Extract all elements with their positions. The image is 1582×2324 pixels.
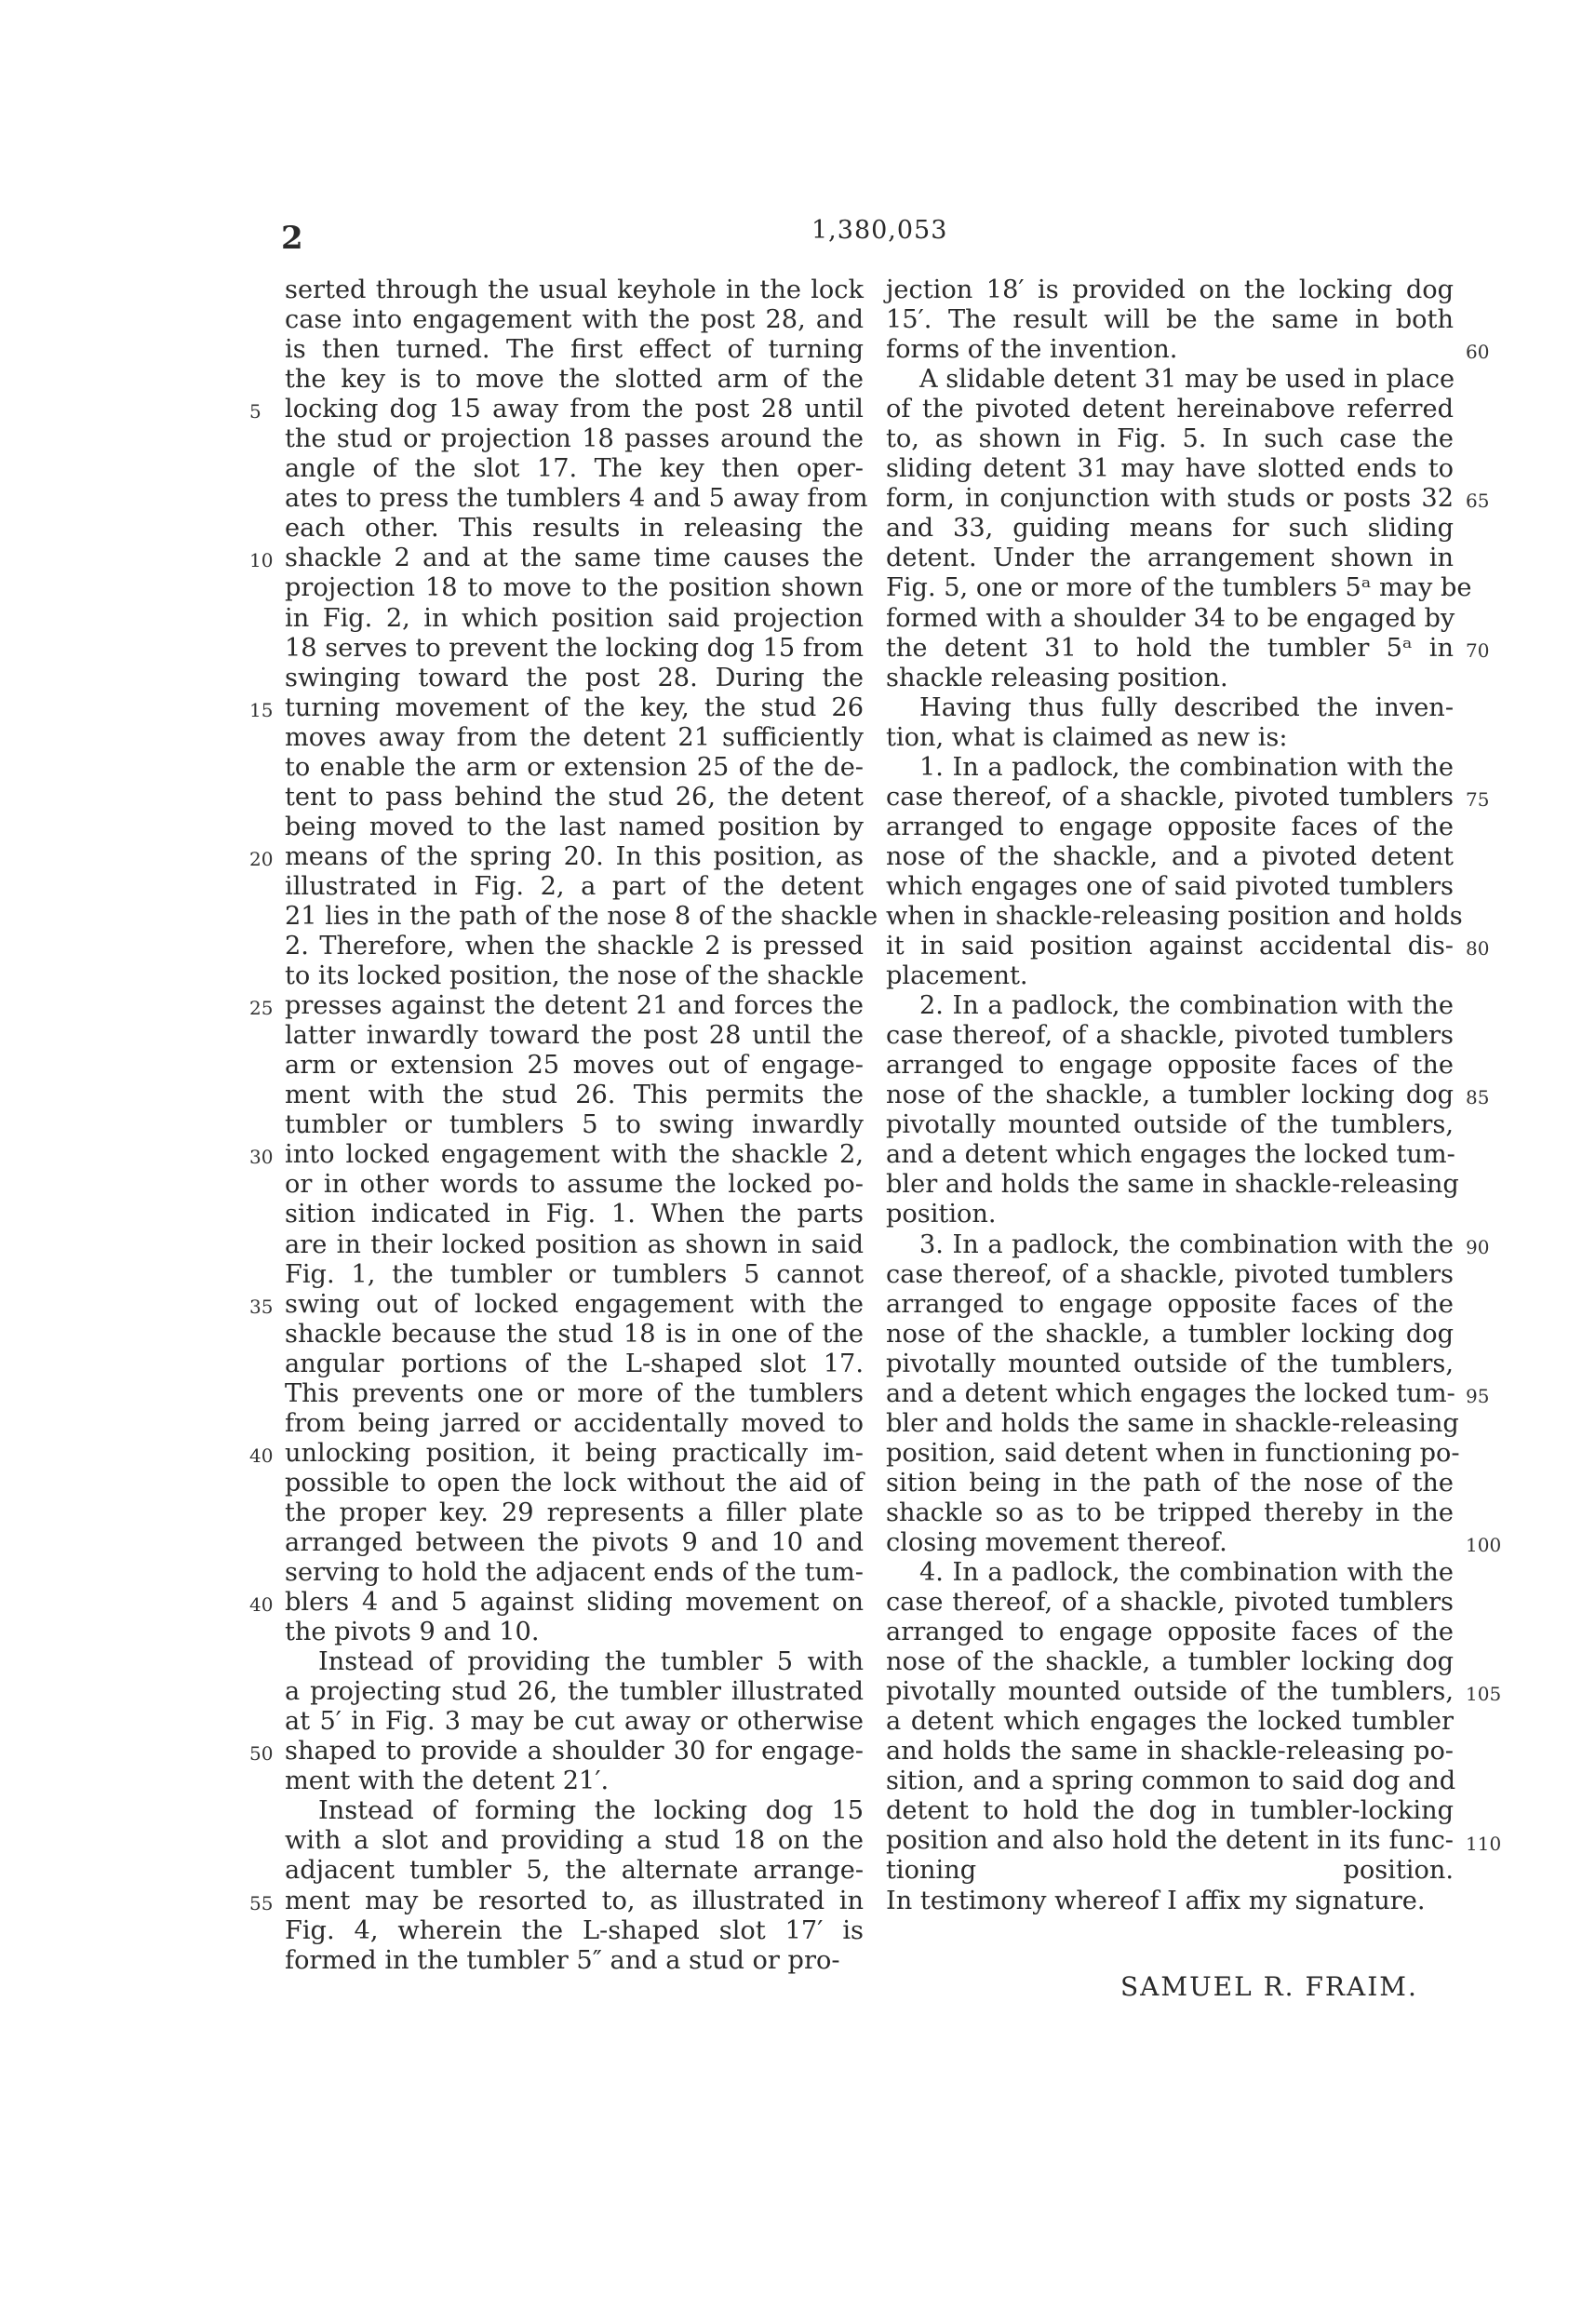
- text-line: shackle releasing position.: [886, 663, 1228, 692]
- text-line: tion, what is claimed as new is:: [886, 722, 1288, 752]
- text-line: case thereof, of a shackle, pivoted tumblers: [886, 1259, 1454, 1289]
- text-line: detent to hold the dog in tumbler-locking: [886, 1796, 1454, 1826]
- text-line: Instead of forming the locking dog 15: [318, 1796, 864, 1826]
- text-line: closing movement thereof.: [886, 1527, 1227, 1557]
- text-line: of the pivoted detent hereinabove referred: [886, 395, 1454, 424]
- text-line: sition, and a spring common to said dog and: [886, 1767, 1456, 1796]
- text-line: placement.: [886, 961, 1028, 991]
- text-line: to enable the arm or extension 25 of the de-: [285, 752, 864, 782]
- line-number: 35: [249, 1295, 274, 1318]
- text-line: forms of the invention.: [886, 335, 1178, 365]
- text-line: serted through the usual keyhole in the lock: [285, 275, 864, 304]
- text-line: the stud or projection 18 passes around the: [285, 424, 864, 454]
- text-line: case thereof, of a shackle, pivoted tumblers: [886, 782, 1454, 812]
- text-line: is then turned. The first effect of turning: [285, 335, 864, 365]
- text-line: tioning position.: [886, 1856, 1454, 1886]
- line-number: 30: [249, 1146, 274, 1169]
- text-line: blers 4 and 5 against sliding movement on: [285, 1588, 864, 1618]
- text-line: swinging toward the post 28. During the: [285, 663, 864, 692]
- text-line: This prevents one or more of the tumblers: [285, 1378, 864, 1408]
- text-line: and a detent which engages the locked tum-: [886, 1140, 1455, 1170]
- text-line: nose of the shackle, a tumbler locking dog: [886, 1081, 1454, 1110]
- text-line: shaped to provide a shoulder 30 for engage-: [285, 1737, 864, 1767]
- text-line: presses against the detent 21 and forces the: [285, 991, 864, 1021]
- line-number: 50: [249, 1742, 274, 1766]
- text-line: being moved to the last named position by: [285, 812, 864, 841]
- text-line: arranged to engage opposite faces of the: [886, 1051, 1454, 1081]
- text-line: adjacent tumbler 5, the alternate arrange-: [285, 1856, 864, 1886]
- text-line: detent. Under the arrangement shown in: [886, 544, 1454, 573]
- text-line: nose of the shackle, a tumbler locking dog: [886, 1647, 1454, 1677]
- line-number: 40: [249, 1593, 274, 1617]
- line-number: 10: [249, 549, 274, 572]
- line-number: 70: [1466, 638, 1490, 662]
- text-line: Fig. 5, one or more of the tumblers 5ᵃ may be: [886, 573, 1472, 603]
- text-line: 4. In a padlock, the combination with the: [919, 1558, 1454, 1588]
- text-line: serving to hold the adjacent ends of the tum-: [285, 1558, 864, 1588]
- text-line: arranged between the pivots 9 and 10 and: [285, 1527, 864, 1557]
- text-line: jection 18′ is provided on the locking dog: [886, 275, 1454, 304]
- text-line: tumbler or tumblers 5 to swing inwardly: [285, 1110, 864, 1140]
- text-line: projection 18 to move to the position shown: [285, 573, 864, 603]
- line-number: 5: [249, 400, 261, 423]
- line-number: 65: [1466, 490, 1490, 513]
- text-line: nose of the shackle, a tumbler locking dog: [886, 1319, 1454, 1349]
- text-line: 2. Therefore, when the shackle 2 is pressed: [285, 932, 864, 961]
- text-line: it in said position against accidental dis-: [886, 932, 1454, 961]
- text-line: Fig. 1, the tumbler or tumblers 5 cannot: [285, 1259, 864, 1289]
- text-line: case thereof, of a shackle, pivoted tumblers: [886, 1021, 1454, 1051]
- text-line: 2. In a padlock, the combination with the: [919, 991, 1454, 1021]
- text-line: sition indicated in Fig. 1. When the parts: [285, 1200, 864, 1229]
- text-line: arranged to engage opposite faces of the: [886, 812, 1454, 841]
- line-number: 95: [1466, 1384, 1490, 1407]
- text-line: at 5′ in Fig. 3 may be cut away or otherwise: [285, 1707, 864, 1737]
- line-number: 75: [1466, 787, 1490, 811]
- text-line: case into engagement with the post 28, and: [285, 305, 864, 335]
- text-line: swing out of locked engagement with the: [285, 1289, 864, 1319]
- text-line: position and also hold the detent in its func-: [886, 1826, 1454, 1856]
- page-number: 2: [281, 220, 303, 257]
- text-line: the pivots 9 and 10.: [285, 1618, 540, 1647]
- text-line: pivotally mounted outside of the tumblers,: [886, 1349, 1454, 1378]
- text-line: each other. This results in releasing the: [285, 514, 864, 544]
- line-number: 85: [1466, 1086, 1490, 1109]
- text-line: form, in conjunction with studs or posts 32: [886, 484, 1454, 514]
- text-line: ment with the stud 26. This permits the: [285, 1081, 864, 1110]
- text-line: means of the spring 20. In this position, as: [285, 841, 864, 871]
- text-line: pivotally mounted outside of the tumblers,: [886, 1677, 1454, 1707]
- text-line: position.: [886, 1200, 997, 1229]
- text-line: angle of the slot 17. The key then oper-: [285, 454, 864, 484]
- text-line: the key is to move the slotted arm of the: [285, 365, 864, 395]
- text-line: bler and holds the same in shackle-releasing: [886, 1408, 1459, 1438]
- patent-number: 1,380,053: [811, 216, 948, 245]
- text-line: 1. In a padlock, the combination with the: [919, 752, 1454, 782]
- text-line: turning movement of the key, the stud 26: [285, 692, 864, 722]
- text-line: unlocking position, it being practically im-: [285, 1438, 864, 1468]
- text-line: and holds the same in shackle-releasing po-: [886, 1737, 1454, 1767]
- text-line: Instead of providing the tumbler 5 with: [318, 1647, 864, 1677]
- line-number: 100: [1466, 1534, 1502, 1557]
- text-line: arranged to engage opposite faces of the: [886, 1618, 1454, 1647]
- text-line: to, as shown in Fig. 5. In such case the: [886, 424, 1454, 454]
- text-line: bler and holds the same in shackle-releasing: [886, 1170, 1459, 1200]
- text-line: 18 serves to prevent the locking dog 15 from: [285, 633, 864, 663]
- text-line: are in their locked position as shown in said: [285, 1229, 864, 1259]
- text-line: and 33, guiding means for such sliding: [886, 514, 1454, 544]
- text-line: when in shackle-releasing position and holds: [886, 901, 1463, 931]
- text-line: possible to open the lock without the aid of: [285, 1468, 864, 1498]
- text-line: Having thus fully described the inven-: [919, 692, 1454, 722]
- text-line: a detent which engages the locked tumbler: [886, 1707, 1454, 1737]
- line-number: 20: [249, 847, 274, 870]
- text-line: ment may be resorted to, as illustrated in: [285, 1886, 864, 1915]
- text-line: and a detent which engages the locked tum-: [886, 1378, 1455, 1408]
- line-number: 55: [249, 1891, 274, 1914]
- text-line: shackle so as to be tripped thereby in the: [886, 1498, 1454, 1527]
- text-line: with a slot and providing a stud 18 on the: [285, 1826, 864, 1856]
- text-line: Fig. 4, wherein the L-shaped slot 17′ is: [285, 1915, 864, 1945]
- text-line: In testimony whereof I affix my signature.: [886, 1886, 1426, 1915]
- text-line: shackle because the stud 18 is in one of the: [285, 1319, 864, 1349]
- text-line: latter inwardly toward the post 28 until the: [285, 1021, 864, 1051]
- text-line: moves away from the detent 21 sufficiently: [285, 722, 864, 752]
- right-column: [886, 275, 1472, 1916]
- text-line: A slidable detent 31 may be used in place: [919, 365, 1455, 395]
- text-line: shackle 2 and at the same time causes the: [285, 544, 864, 573]
- text-line: which engages one of said pivoted tumblers: [886, 871, 1454, 901]
- text-line: formed with a shoulder 34 to be engaged by: [886, 603, 1455, 633]
- line-number: 40: [249, 1444, 274, 1467]
- text-line: in Fig. 2, in which position said projection: [285, 603, 864, 633]
- text-line: arm or extension 25 moves out of engage-: [285, 1051, 864, 1081]
- text-line: nose of the shackle, and a pivoted detent: [886, 841, 1454, 871]
- text-line: ates to press the tumblers 4 and 5 away from: [285, 484, 868, 514]
- text-line: to its locked position, the nose of the shackle: [285, 961, 865, 991]
- text-line: ment with the detent 21′.: [285, 1767, 610, 1796]
- line-number: 90: [1466, 1235, 1490, 1258]
- text-line: arranged to engage opposite faces of the: [886, 1289, 1454, 1319]
- text-line: sition being in the path of the nose of the: [886, 1468, 1454, 1498]
- line-number: 110: [1466, 1832, 1502, 1855]
- text-line: formed in the tumbler 5″ and a stud or pro-: [285, 1945, 840, 1975]
- text-line: 3. In a padlock, the combination with the: [919, 1229, 1454, 1259]
- text-line: 15′. The result will be the same in both: [886, 305, 1454, 335]
- text-line: sliding detent 31 may have slotted ends to: [886, 454, 1454, 484]
- text-line: a projecting stud 26, the tumbler illustrated: [285, 1677, 864, 1707]
- text-line: illustrated in Fig. 2, a part of the detent: [285, 871, 864, 901]
- line-number: 60: [1466, 341, 1490, 364]
- line-number: 25: [249, 997, 274, 1020]
- text-line: the detent 31 to hold the tumbler 5ᵃ in: [886, 633, 1454, 663]
- line-number: 15: [249, 698, 274, 721]
- text-line: from being jarred or accidentally moved to: [285, 1408, 864, 1438]
- text-line: position, said detent when in functioning po-: [886, 1438, 1460, 1468]
- text-line: locking dog 15 away from the post 28 until: [285, 395, 864, 424]
- text-line: angular portions of the L-shaped slot 17.: [285, 1349, 864, 1378]
- text-line: case thereof, of a shackle, pivoted tumblers: [886, 1588, 1454, 1618]
- text-line: or in other words to assume the locked po-: [285, 1170, 864, 1200]
- text-line: the proper key. 29 represents a filler plate: [285, 1498, 864, 1527]
- text-line: into locked engagement with the shackle 2,: [285, 1140, 864, 1170]
- text-line: tent to pass behind the stud 26, the detent: [285, 782, 864, 812]
- line-number: 80: [1466, 937, 1490, 960]
- line-number: 105: [1466, 1683, 1502, 1706]
- text-line: 21 lies in the path of the nose 8 of the shackle: [285, 901, 878, 931]
- text-line: pivotally mounted outside of the tumblers,: [886, 1110, 1454, 1140]
- signature: SAMUEL R. FRAIM.: [1120, 1971, 1418, 2002]
- left-column: [285, 275, 878, 1976]
